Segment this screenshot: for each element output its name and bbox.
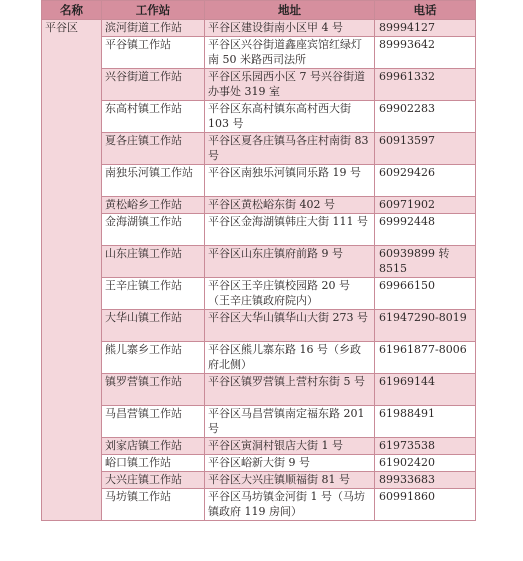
station-cell: 南独乐河镇工作站 [102, 165, 205, 197]
table-row [42, 197, 476, 214]
phone-cell: 60991860 [375, 489, 476, 521]
address-cell: 平谷区黄松峪东街 402 号 [205, 197, 375, 214]
address-cell: 平谷区山东庄镇府前路 9 号 [205, 246, 375, 278]
station-cell: 夏各庄镇工作站 [102, 133, 205, 165]
table-row [42, 342, 476, 374]
phone-cell: 60939899 转 8515 [375, 246, 476, 278]
table-header-row [42, 1, 476, 20]
header-phone: 电话 [375, 1, 476, 20]
table-row [42, 406, 476, 438]
header-station: 工作站 [102, 1, 205, 20]
address-cell: 平谷区兴谷街道鑫座宾馆红绿灯南 50 米路西司法所 [205, 37, 375, 69]
phone-cell: 89933683 [375, 472, 476, 489]
station-cell: 兴谷街道工作站 [102, 69, 205, 101]
station-cell: 王辛庄镇工作站 [102, 278, 205, 310]
phone-cell: 89994127 [375, 20, 476, 37]
phone-cell: 61969144 [375, 374, 476, 406]
phone-cell: 61961877-8006 [375, 342, 476, 374]
phone-cell: 69961332 [375, 69, 476, 101]
station-cell: 黄松峪乡工作站 [102, 197, 205, 214]
table-row [42, 214, 476, 246]
table-row [42, 374, 476, 406]
table-row [42, 20, 476, 37]
phone-cell: 60929426 [375, 165, 476, 197]
table-row [42, 455, 476, 472]
header-district: 名称 [42, 1, 102, 20]
address-cell: 平谷区熊儿寨东路 16 号（乡政府北侧） [205, 342, 375, 374]
station-cell: 滨河街道工作站 [102, 20, 205, 37]
phone-cell: 61973538 [375, 438, 476, 455]
table-row [42, 310, 476, 342]
table-row [42, 37, 476, 69]
header-address: 地址 [205, 1, 375, 20]
table-row [42, 101, 476, 133]
address-cell: 平谷区峪新大街 9 号 [205, 455, 375, 472]
station-cell: 东高村镇工作站 [102, 101, 205, 133]
table-row [42, 133, 476, 165]
station-cell: 镇罗营镇工作站 [102, 374, 205, 406]
address-cell: 平谷区大华山镇华山大街 273 号 [205, 310, 375, 342]
address-cell: 平谷区建设街南小区甲 4 号 [205, 20, 375, 37]
phone-cell: 69992448 [375, 214, 476, 246]
table-row [42, 489, 476, 521]
station-cell: 熊儿寨乡工作站 [102, 342, 205, 374]
phone-cell: 69966150 [375, 278, 476, 310]
phone-cell: 61947290-8019 [375, 310, 476, 342]
phone-cell: 69902283 [375, 101, 476, 133]
district-cell: 平谷区 [42, 20, 102, 521]
station-cell: 平谷镇工作站 [102, 37, 205, 69]
address-cell: 平谷区夏各庄镇马各庄村南街 83 号 [205, 133, 375, 165]
table-row [42, 438, 476, 455]
address-cell: 平谷区王辛庄镇校园路 20 号（王辛庄镇政府院内） [205, 278, 375, 310]
station-cell: 山东庄镇工作站 [102, 246, 205, 278]
station-cell: 大华山镇工作站 [102, 310, 205, 342]
station-cell: 马昌营镇工作站 [102, 406, 205, 438]
address-cell: 平谷区乐园西小区 7 号兴谷街道办事处 319 室 [205, 69, 375, 101]
address-cell: 平谷区镇罗营镇上营村东街 5 号 [205, 374, 375, 406]
phone-cell: 61988491 [375, 406, 476, 438]
table-row [42, 472, 476, 489]
station-cell: 刘家店镇工作站 [102, 438, 205, 455]
address-cell: 平谷区南独乐河镇同乐路 19 号 [205, 165, 375, 197]
station-cell: 金海湖镇工作站 [102, 214, 205, 246]
address-cell: 平谷区大兴庄镇顺福街 81 号 [205, 472, 375, 489]
table-row [42, 69, 476, 101]
station-cell: 峪口镇工作站 [102, 455, 205, 472]
address-cell: 平谷区寅洞村银店大街 1 号 [205, 438, 375, 455]
table-row [42, 246, 476, 278]
phone-cell: 60913597 [375, 133, 476, 165]
phone-cell: 61902420 [375, 455, 476, 472]
phone-cell: 89993642 [375, 37, 476, 69]
address-cell: 平谷区马坊镇金河街 1 号（马坊镇政府 119 房间） [205, 489, 375, 521]
table-body [42, 20, 476, 521]
address-cell: 平谷区金海湖镇韩庄大街 111 号 [205, 214, 375, 246]
station-cell: 马坊镇工作站 [102, 489, 205, 521]
workstation-table [41, 0, 476, 521]
address-cell: 平谷区马昌营镇南定福东路 201 号 [205, 406, 375, 438]
table-row [42, 278, 476, 310]
phone-cell: 60971902 [375, 197, 476, 214]
station-cell: 大兴庄镇工作站 [102, 472, 205, 489]
table-row [42, 165, 476, 197]
address-cell: 平谷区东高村镇东高村西大街 103 号 [205, 101, 375, 133]
